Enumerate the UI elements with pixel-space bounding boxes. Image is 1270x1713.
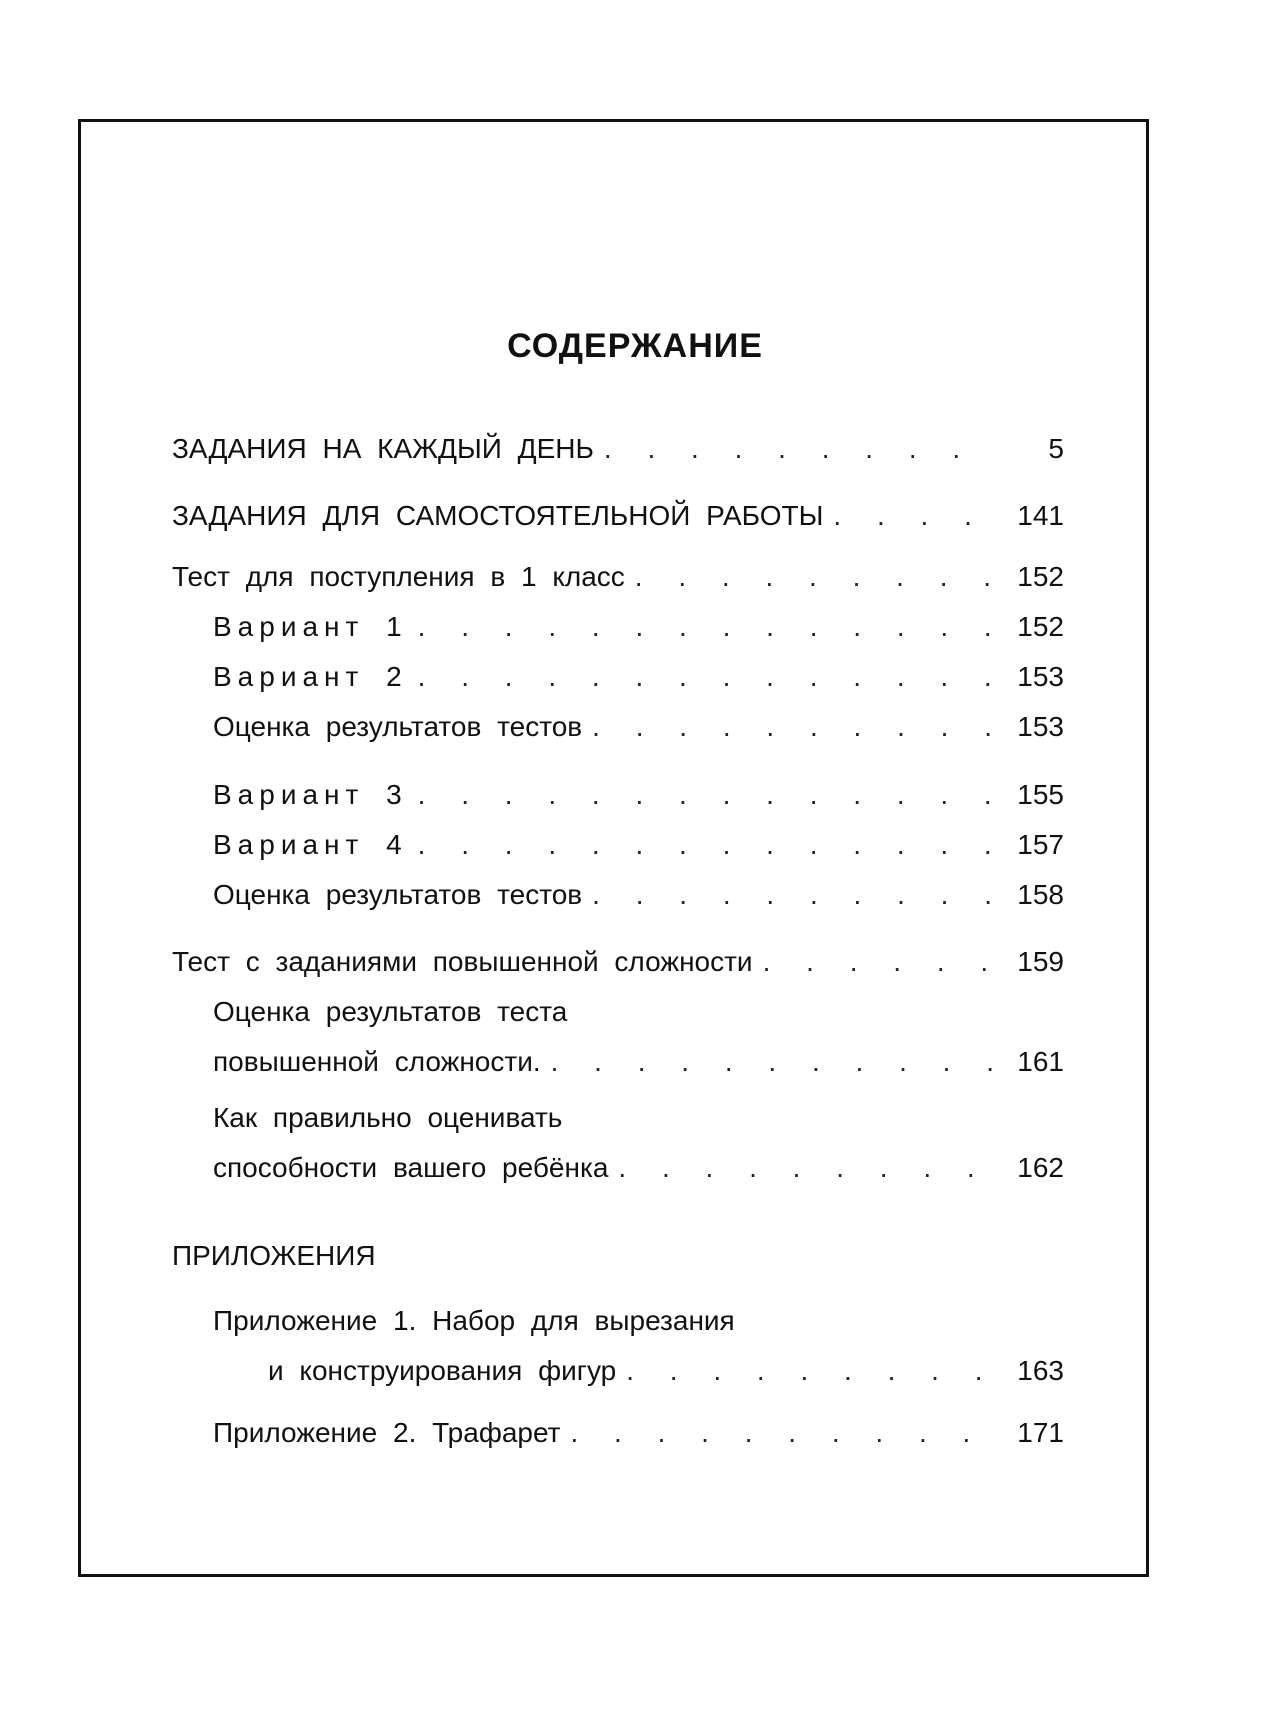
toc-entry-page: 171 xyxy=(1017,1417,1064,1448)
toc-entry-label: Оценка результатов теста xyxy=(213,996,568,1027)
toc-entry-label: способности вашего ребёнка xyxy=(213,1152,609,1183)
toc-entry-label: и конструирования фигур xyxy=(268,1355,617,1386)
toc-entry-advanced-results-line1[interactable] xyxy=(213,992,1064,1032)
toc-entry-label: Тест с заданиями повышенной сложности xyxy=(172,946,753,977)
toc-entry-page: 155 xyxy=(1017,779,1064,810)
dot-leader xyxy=(418,657,996,697)
toc-entry-appendix-2[interactable] xyxy=(213,1413,1064,1453)
dot-leader xyxy=(418,607,996,647)
toc-entry-label: Вариант 4 xyxy=(213,829,408,860)
page-title: СОДЕРЖАНИЕ xyxy=(507,327,763,365)
toc-entry-advanced-results[interactable] xyxy=(213,1042,1064,1082)
toc-entry-label: Тест для поступления в 1 класс xyxy=(172,561,625,592)
dot-leader xyxy=(635,557,996,597)
dot-leader xyxy=(763,942,996,982)
toc-entry-page: 153 xyxy=(1017,661,1064,692)
toc-entry-daily-tasks[interactable] xyxy=(172,429,1064,469)
dot-leader xyxy=(570,1413,996,1453)
toc-entry-label: Вариант 2 xyxy=(213,661,408,692)
toc-entry-label: ПРИЛОЖЕНИЯ xyxy=(172,1240,376,1271)
dot-leader xyxy=(618,1148,996,1188)
toc-entry-ability[interactable] xyxy=(213,1148,1064,1188)
toc-entry-independent-work[interactable] xyxy=(172,496,1064,536)
toc-entry-page: 158 xyxy=(1017,879,1064,910)
toc-entry-label: Оценка результатов тестов xyxy=(213,711,583,742)
toc-entry-admission-test[interactable] xyxy=(172,557,1064,597)
toc-entry-page: 163 xyxy=(1017,1355,1064,1386)
toc-entry-appendix-1-line1[interactable] xyxy=(213,1301,1064,1341)
toc-entry-test-results-2[interactable] xyxy=(213,875,1064,915)
toc-entry-label: повышенной сложности. xyxy=(213,1046,541,1077)
dot-leader xyxy=(604,429,996,469)
toc-entry-page: 152 xyxy=(1017,561,1064,592)
toc-entry-variant-1[interactable] xyxy=(213,607,1064,647)
toc-entry-page: 157 xyxy=(1017,829,1064,860)
toc-entry-page: 161 xyxy=(1017,1046,1064,1077)
toc-entry-variant-2[interactable] xyxy=(213,657,1064,697)
toc-entry-page: 162 xyxy=(1017,1152,1064,1183)
toc-entry-variant-4[interactable] xyxy=(213,825,1064,865)
toc-entry-label: Приложение 2. Трафарет xyxy=(213,1417,561,1448)
toc-entry-page: 159 xyxy=(1017,946,1064,977)
toc-entry-variant-3[interactable] xyxy=(213,775,1064,815)
dot-leader xyxy=(626,1351,996,1391)
dot-leader xyxy=(592,707,996,747)
toc-entry-label: Вариант 1 xyxy=(213,611,408,642)
toc-entry-label: Вариант 3 xyxy=(213,779,408,810)
dot-leader xyxy=(833,496,996,536)
toc-entry-label: Как правильно оценивать xyxy=(213,1102,563,1133)
toc-entry-page: 141 xyxy=(1017,500,1064,531)
toc-entry-label: ЗАДАНИЯ ДЛЯ САМОСТОЯТЕЛЬНОЙ РАБОТЫ xyxy=(172,500,824,531)
dot-leader xyxy=(418,775,996,815)
toc-entry-page: 5 xyxy=(1048,433,1064,464)
toc-entry-label: ЗАДАНИЯ НА КАЖДЫЙ ДЕНЬ xyxy=(172,433,594,464)
toc-entry-appendices[interactable] xyxy=(172,1236,1064,1276)
toc-entry-page: 153 xyxy=(1017,711,1064,742)
dot-leader xyxy=(418,825,996,865)
dot-leader xyxy=(551,1042,996,1082)
dot-leader xyxy=(592,875,996,915)
toc-entry-label: Приложение 1. Набор для вырезания xyxy=(213,1305,735,1336)
toc-entry-page: 152 xyxy=(1017,611,1064,642)
toc-entry-ability-line1[interactable] xyxy=(213,1098,1064,1138)
toc-entry-advanced-test[interactable] xyxy=(172,942,1064,982)
toc-entry-appendix-1[interactable] xyxy=(268,1351,1064,1391)
toc-entry-label: Оценка результатов тестов xyxy=(213,879,583,910)
toc-entry-test-results-1[interactable] xyxy=(213,707,1064,747)
